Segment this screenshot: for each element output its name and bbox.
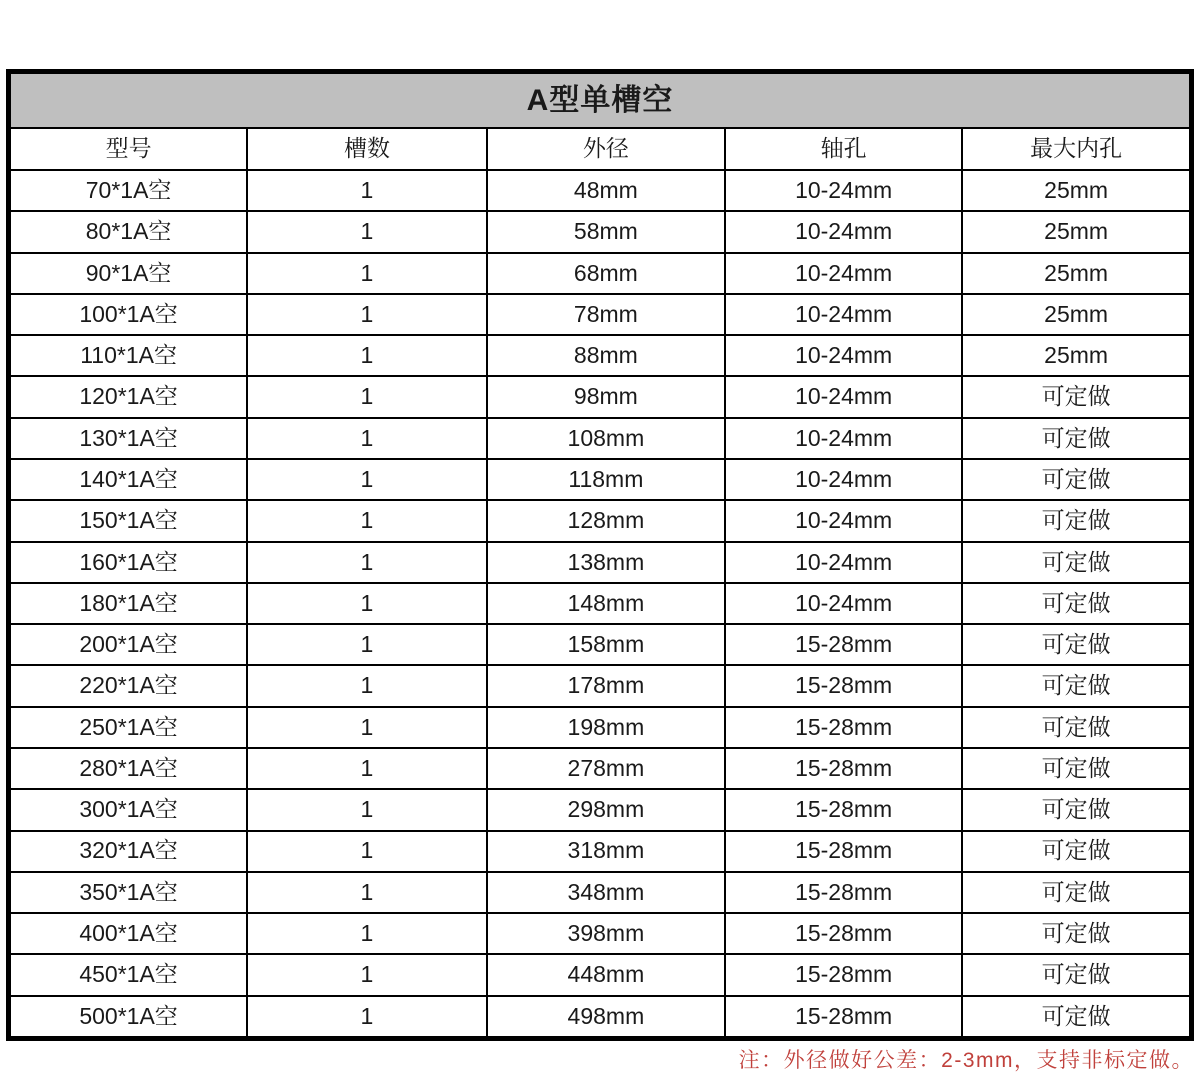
cell-outer-diameter: 138mm [487, 542, 725, 583]
cell-max-bore: 25mm [962, 211, 1190, 252]
cell-model: 70*1A空 [10, 170, 247, 211]
cell-grooves: 1 [247, 913, 487, 954]
cell-outer-diameter: 118mm [487, 459, 725, 500]
cell-shaft-hole: 10-24mm [725, 542, 962, 583]
cell-shaft-hole: 10-24mm [725, 376, 962, 417]
cell-outer-diameter: 348mm [487, 872, 725, 913]
cell-outer-diameter: 68mm [487, 253, 725, 294]
cell-outer-diameter: 88mm [487, 335, 725, 376]
table-row [10, 253, 1190, 294]
table-header-row [10, 128, 1190, 170]
cell-grooves: 1 [247, 335, 487, 376]
table-row [10, 294, 1190, 335]
cell-shaft-hole: 10-24mm [725, 253, 962, 294]
cell-grooves: 1 [247, 294, 487, 335]
cell-outer-diameter: 178mm [487, 665, 725, 706]
cell-max-bore: 25mm [962, 170, 1190, 211]
cell-grooves: 1 [247, 542, 487, 583]
cell-model: 300*1A空 [10, 789, 247, 830]
cell-grooves: 1 [247, 253, 487, 294]
table-row [10, 418, 1190, 459]
cell-shaft-hole: 10-24mm [725, 459, 962, 500]
cell-grooves: 1 [247, 583, 487, 624]
table-row [10, 665, 1190, 706]
cell-grooves: 1 [247, 211, 487, 252]
cell-model: 180*1A空 [10, 583, 247, 624]
cell-shaft-hole: 10-24mm [725, 170, 962, 211]
cell-model: 90*1A空 [10, 253, 247, 294]
cell-outer-diameter: 98mm [487, 376, 725, 417]
cell-model: 110*1A空 [10, 335, 247, 376]
cell-shaft-hole: 10-24mm [725, 211, 962, 252]
cell-grooves: 1 [247, 748, 487, 789]
table-row [10, 376, 1190, 417]
cell-max-bore: 可定做 [962, 996, 1190, 1037]
cell-model: 450*1A空 [10, 954, 247, 995]
cell-max-bore: 可定做 [962, 583, 1190, 624]
cell-max-bore: 25mm [962, 335, 1190, 376]
cell-grooves: 1 [247, 996, 487, 1037]
header-max-bore: 最大内孔 [962, 128, 1190, 170]
cell-max-bore: 可定做 [962, 831, 1190, 872]
cell-model: 320*1A空 [10, 831, 247, 872]
table-row [10, 707, 1190, 748]
cell-outer-diameter: 78mm [487, 294, 725, 335]
cell-max-bore: 可定做 [962, 872, 1190, 913]
cell-shaft-hole: 15-28mm [725, 707, 962, 748]
cell-shaft-hole: 15-28mm [725, 748, 962, 789]
cell-outer-diameter: 198mm [487, 707, 725, 748]
cell-grooves: 1 [247, 459, 487, 500]
cell-max-bore: 可定做 [962, 707, 1190, 748]
cell-max-bore: 可定做 [962, 913, 1190, 954]
cell-grooves: 1 [247, 665, 487, 706]
table-row [10, 954, 1190, 995]
table-row [10, 583, 1190, 624]
cell-model: 120*1A空 [10, 376, 247, 417]
table-row [10, 872, 1190, 913]
cell-outer-diameter: 498mm [487, 996, 725, 1037]
table-row [10, 789, 1190, 830]
table-title: A型单槽空 [10, 73, 1190, 128]
cell-shaft-hole: 15-28mm [725, 872, 962, 913]
table-row [10, 542, 1190, 583]
cell-model: 140*1A空 [10, 459, 247, 500]
cell-grooves: 1 [247, 500, 487, 541]
cell-max-bore: 可定做 [962, 418, 1190, 459]
cell-outer-diameter: 108mm [487, 418, 725, 459]
table-row [10, 459, 1190, 500]
cell-max-bore: 可定做 [962, 459, 1190, 500]
cell-shaft-hole: 15-28mm [725, 789, 962, 830]
header-shaft-hole: 轴孔 [725, 128, 962, 170]
cell-shaft-hole: 10-24mm [725, 294, 962, 335]
cell-shaft-hole: 15-28mm [725, 665, 962, 706]
cell-model: 400*1A空 [10, 913, 247, 954]
header-model: 型号 [10, 128, 247, 170]
table-row [10, 211, 1190, 252]
cell-outer-diameter: 398mm [487, 913, 725, 954]
cell-shaft-hole: 15-28mm [725, 624, 962, 665]
cell-shaft-hole: 15-28mm [725, 831, 962, 872]
cell-outer-diameter: 448mm [487, 954, 725, 995]
table-row [10, 335, 1190, 376]
cell-model: 80*1A空 [10, 211, 247, 252]
spec-table [9, 72, 1191, 1038]
header-grooves: 槽数 [247, 128, 487, 170]
cell-outer-diameter: 298mm [487, 789, 725, 830]
table-row [10, 500, 1190, 541]
cell-grooves: 1 [247, 624, 487, 665]
cell-grooves: 1 [247, 376, 487, 417]
cell-outer-diameter: 148mm [487, 583, 725, 624]
table-title-row [10, 73, 1190, 128]
cell-model: 100*1A空 [10, 294, 247, 335]
cell-shaft-hole: 15-28mm [725, 954, 962, 995]
cell-max-bore: 可定做 [962, 500, 1190, 541]
header-outer-diameter: 外径 [487, 128, 725, 170]
table-row [10, 748, 1190, 789]
cell-model: 280*1A空 [10, 748, 247, 789]
cell-grooves: 1 [247, 170, 487, 211]
cell-model: 130*1A空 [10, 418, 247, 459]
cell-model: 220*1A空 [10, 665, 247, 706]
table-body [10, 170, 1190, 1037]
table-row [10, 624, 1190, 665]
cell-outer-diameter: 128mm [487, 500, 725, 541]
cell-model: 150*1A空 [10, 500, 247, 541]
cell-grooves: 1 [247, 954, 487, 995]
table-row [10, 831, 1190, 872]
cell-outer-diameter: 318mm [487, 831, 725, 872]
table-row [10, 996, 1190, 1037]
cell-shaft-hole: 10-24mm [725, 418, 962, 459]
cell-max-bore: 可定做 [962, 376, 1190, 417]
cell-max-bore: 可定做 [962, 542, 1190, 583]
cell-model: 500*1A空 [10, 996, 247, 1037]
cell-shaft-hole: 15-28mm [725, 996, 962, 1037]
cell-model: 350*1A空 [10, 872, 247, 913]
cell-outer-diameter: 278mm [487, 748, 725, 789]
cell-outer-diameter: 58mm [487, 211, 725, 252]
cell-model: 160*1A空 [10, 542, 247, 583]
cell-shaft-hole: 15-28mm [725, 913, 962, 954]
cell-model: 200*1A空 [10, 624, 247, 665]
cell-model: 250*1A空 [10, 707, 247, 748]
cell-grooves: 1 [247, 831, 487, 872]
cell-max-bore: 可定做 [962, 748, 1190, 789]
cell-max-bore: 可定做 [962, 954, 1190, 995]
cell-grooves: 1 [247, 707, 487, 748]
cell-grooves: 1 [247, 418, 487, 459]
cell-outer-diameter: 48mm [487, 170, 725, 211]
spec-table-container [6, 69, 1194, 1041]
cell-max-bore: 可定做 [962, 624, 1190, 665]
cell-shaft-hole: 10-24mm [725, 583, 962, 624]
cell-shaft-hole: 10-24mm [725, 335, 962, 376]
cell-grooves: 1 [247, 872, 487, 913]
cell-grooves: 1 [247, 789, 487, 830]
cell-max-bore: 可定做 [962, 665, 1190, 706]
table-row [10, 170, 1190, 211]
cell-max-bore: 25mm [962, 294, 1190, 335]
cell-max-bore: 可定做 [962, 789, 1190, 830]
tolerance-note: 注：外径做好公差：2-3mm，支持非标定做。 [738, 1049, 1194, 1072]
cell-max-bore: 25mm [962, 253, 1190, 294]
table-row [10, 913, 1190, 954]
cell-outer-diameter: 158mm [487, 624, 725, 665]
cell-shaft-hole: 10-24mm [725, 500, 962, 541]
